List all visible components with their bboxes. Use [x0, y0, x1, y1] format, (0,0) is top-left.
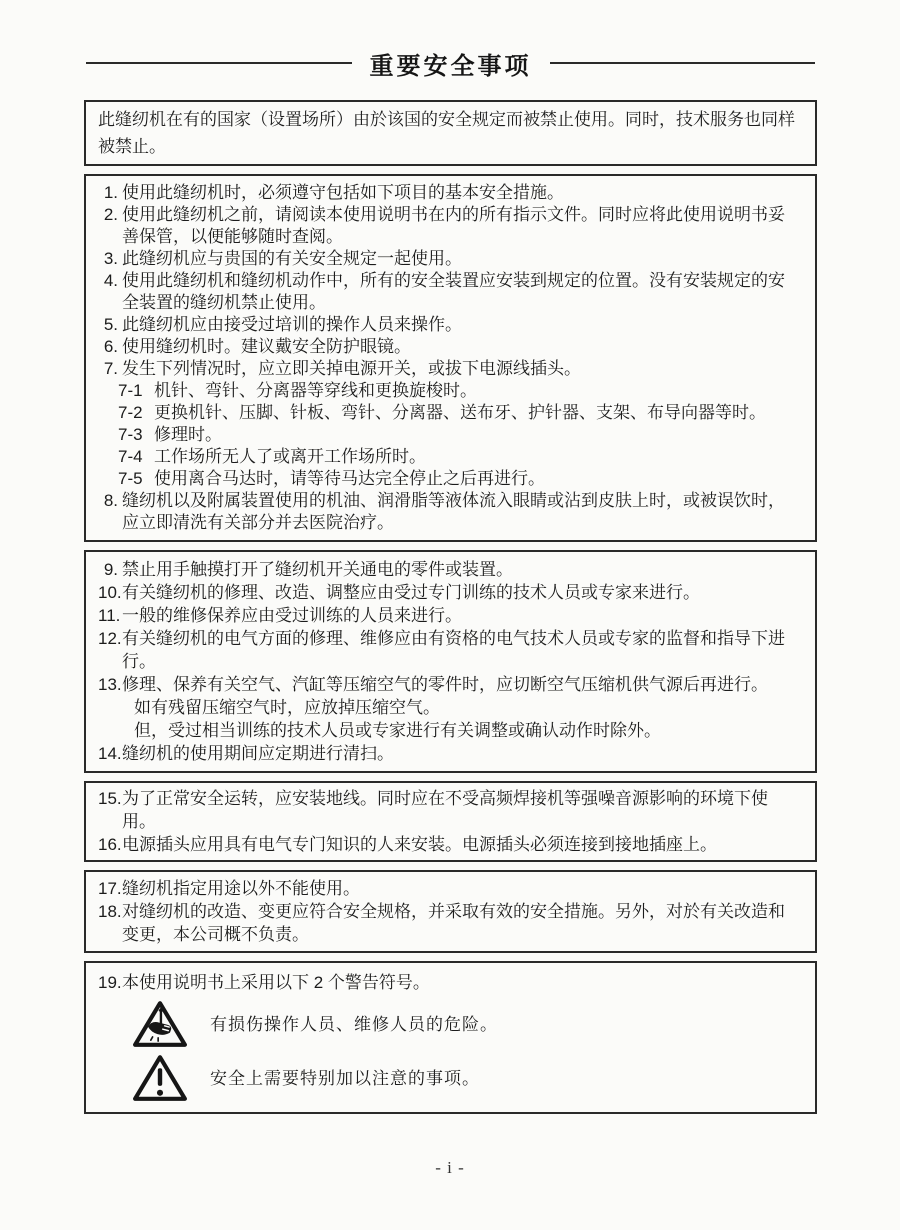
item-text: 此缝纫机应由接受过培训的操作人员来操作。 [122, 315, 462, 334]
item-text: 发生下列情况时，应立即关掉电源开关，或拔下电源线插头。 [122, 359, 581, 378]
item-text: 如有残留压缩空气时，应放掉压缩空气。 [134, 698, 440, 717]
caution-warning-icon [132, 1054, 188, 1102]
item-number: 15. [98, 789, 122, 808]
caution-symbol-description: 安全上需要特别加以注意的事项。 [210, 1068, 480, 1088]
item-number: 11. [98, 606, 121, 625]
item-text: 使用此缝纫机之前，请阅读本使用说明书在内的所有指示文件。同时应将此使用说明书妥善保管，以便能够随时查阅。 [122, 205, 785, 246]
safety-item-13-note-2 [98, 719, 801, 742]
item-number: 16. [98, 835, 122, 854]
item-text: 机针、弯针、分离器等穿线和更换旋梭时。 [154, 381, 477, 400]
page-number: - i - [435, 1158, 465, 1177]
page-content [84, 46, 817, 1122]
warning-symbol-description: 有损伤操作人员、维修人员的危险。 [210, 1014, 498, 1034]
item-text: 更换机针、压脚、针板、弯针、分离器、送布牙、护针器、支架、布导向器等时。 [154, 403, 766, 422]
safety-item-7-1 [98, 380, 801, 402]
item-text: 为了正常安全运转，应安装地线。同时应在不受高频焊接机等强噪音源影响的环境下使用。 [122, 789, 768, 831]
notice-text: 此缝纫机在有的国家（设置场所）由於该国的安全规定而被禁止使用。同时，技术服务也同样被禁止。 [98, 110, 795, 156]
item-number: 2. [103, 205, 118, 224]
safety-item-7-2 [98, 402, 801, 424]
item-text: 一般的维修保养应由受过训练的人员来进行。 [122, 606, 462, 625]
header-rule-left [86, 62, 352, 64]
item-text: 缝纫机以及附属装置使用的机油、润滑脂等液体流入眼睛或沾到皮肤上时，或被误饮时，应立即清洗有关部分并去医院治疗。 [122, 491, 785, 532]
item-text: 电源插头应用具有电气专门知识的人来安装。电源插头必须连接到接地插座上。 [122, 835, 717, 854]
item-number: 7. [103, 359, 118, 378]
power-safety-box [84, 781, 817, 862]
safety-item-13 [98, 673, 801, 696]
safety-item-5 [98, 314, 801, 336]
safety-item-7 [98, 358, 801, 380]
safety-item-14 [98, 742, 801, 765]
safety-item-4 [98, 270, 801, 314]
warning-symbols-box [84, 961, 817, 1114]
item-number: 3. [103, 249, 118, 268]
item-text: 此缝纫机应与贵国的有关安全规定一起使用。 [122, 249, 462, 268]
safety-item-13-note-1 [98, 696, 801, 719]
item-number: 18. [98, 902, 122, 921]
warning-symbol-row [132, 1000, 801, 1048]
safety-item-18 [98, 900, 801, 946]
page-header [86, 46, 815, 80]
item-text: 使用此缝纫机和缝纫机动作中，所有的安全装置应安装到规定的位置。没有安装规定的安全装置的缝纫机禁止使用。 [122, 271, 785, 312]
service-safety-box [84, 550, 817, 773]
safety-item-9 [98, 558, 801, 581]
page-title: 重要安全事项 [369, 52, 532, 80]
safety-item-17 [98, 877, 801, 900]
item-number: 6. [103, 337, 118, 356]
item-text: 对缝纫机的改造、变更应符合安全规格，并采取有效的安全措施。另外，对於有关改造和变更，本公司概不负责。 [122, 902, 785, 944]
item-number: 7-2 [118, 403, 143, 422]
item-text: 使用离合马达时，请等待马达完全停止之后再进行。 [154, 469, 545, 488]
item-text: 使用缝纫机时。建议戴安全防护眼镜。 [122, 337, 411, 356]
item-text: 修理、保养有关空气、汽缸等压缩空气的零件时，应切断空气压缩机供气源后再进行。 [122, 675, 768, 694]
safety-item-15 [98, 787, 801, 833]
item-text: 缝纫机指定用途以外不能使用。 [122, 879, 360, 898]
item-number: 1. [103, 183, 118, 202]
item-text: 禁止用手触摸打开了缝纫机开关通电的零件或装置。 [122, 560, 513, 579]
caution-symbol-row [132, 1054, 801, 1102]
item-number: 7-4 [118, 447, 143, 466]
usage-restriction-box [84, 870, 817, 953]
safety-item-11 [98, 604, 801, 627]
safety-item-7-4 [98, 446, 801, 468]
item-number: 7-3 [118, 425, 143, 444]
safety-item-7-3 [98, 424, 801, 446]
item-number: 4. [103, 271, 118, 290]
needle-injury-warning-icon [132, 1000, 188, 1048]
safety-item-12 [98, 627, 801, 673]
safety-item-1 [98, 182, 801, 204]
safety-item-6 [98, 336, 801, 358]
item-text: 有关缝纫机的电气方面的修理、维修应由有资格的电气技术人员或专家的监督和指导下进行。 [122, 629, 785, 671]
item-number: 12. [98, 629, 122, 648]
item-number: 7-1 [118, 381, 143, 400]
item-number: 10. [98, 583, 122, 602]
item-text: 使用此缝纫机时，必须遵守包括如下项目的基本安全措施。 [122, 183, 564, 202]
safety-item-16 [98, 833, 801, 856]
safety-item-19 [98, 971, 801, 994]
item-text: 有关缝纫机的修理、改造、调整应由受过专门训练的技术人员或专家来进行。 [122, 583, 700, 602]
safety-item-8 [98, 490, 801, 534]
item-text: 但，受过相当训练的技术人员或专家进行有关调整或确认动作时除外。 [134, 721, 661, 740]
header-rule-right [550, 62, 816, 64]
item-text: 工作场所无人了或离开工作场所时。 [154, 447, 426, 466]
prohibition-notice-box [84, 100, 817, 166]
basic-safety-box [84, 174, 817, 542]
item-number: 8. [103, 491, 118, 510]
item-number: 9. [103, 560, 118, 579]
item-text: 本使用说明书上采用以下 2 个警告符号。 [122, 973, 430, 992]
item-number: 14. [98, 744, 122, 763]
item-number: 7-5 [118, 469, 143, 488]
item-number: 17. [98, 879, 122, 898]
safety-item-2 [98, 204, 801, 248]
safety-item-10 [98, 581, 801, 604]
safety-item-7-5 [98, 468, 801, 490]
item-number: 13. [98, 675, 122, 694]
item-text: 缝纫机的使用期间应定期进行清扫。 [122, 744, 394, 763]
item-text: 修理时。 [154, 425, 222, 444]
safety-item-3 [98, 248, 801, 270]
item-number: 5. [103, 315, 118, 334]
item-number: 19. [98, 973, 122, 992]
